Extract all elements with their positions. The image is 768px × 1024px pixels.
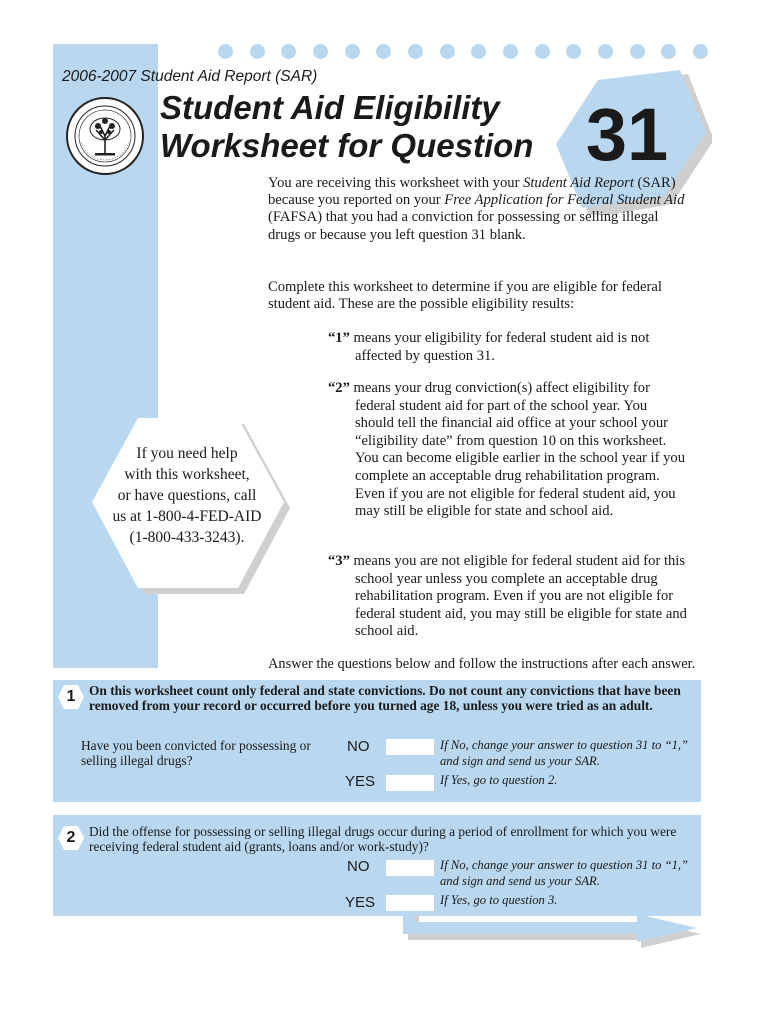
help-line-2: with this worksheet, — [124, 466, 250, 483]
next-question-arrow-icon — [403, 912, 703, 950]
question-2-yes-label: YES — [345, 894, 376, 911]
title-line-2: Worksheet for Question — [160, 127, 534, 164]
help-line-5: (1-800-433-3243). — [129, 529, 245, 546]
result-1-code: “1” — [328, 330, 350, 346]
question-2-no-instruction: If No, change your answer to question 31 to “1,” and sign and send us your SAR. — [440, 858, 689, 888]
intro-text-e: (FAFSA) that you had a conviction for possessing or selling illegal drugs or because you left question 31 blank. — [268, 209, 659, 243]
result-2 — [328, 380, 688, 521]
question-1-no-box[interactable] — [386, 739, 434, 755]
page-title — [160, 89, 533, 165]
question-1-yes-box[interactable] — [386, 775, 434, 791]
result-2-code: “2” — [328, 380, 350, 396]
department-of-education-seal-icon — [65, 96, 145, 176]
question-2-prompt: Did the offense for possessing or selling illegal drugs occur during a period of enrollment for which you were receiving federal student aid (grants, loans and/or work-study)? — [89, 824, 677, 855]
title-line-1: Student Aid Eligibility — [160, 89, 500, 126]
complete-paragraph: Complete this worksheet to determine if you are eligible for federal student aid. These are the possible eligibility results: — [268, 279, 662, 313]
help-line-3: or have questions, call — [117, 487, 257, 504]
intro-paragraph — [268, 175, 688, 244]
question-2-yes-box[interactable] — [386, 895, 434, 911]
result-3-code: “3” — [328, 553, 350, 569]
result-3 — [328, 553, 688, 641]
question-number: 31 — [585, 93, 669, 176]
question-2-yes-instruction: If Yes, go to question 3. — [440, 893, 558, 907]
result-2-text: means your drug conviction(s) affect eligibility for federal student aid for part of the school year. You should tell the financial aid office at your school your “eligibility date” from question 10 on this worksheet. You can become eligible earlier in the school year if you complete an acceptable drug rehabilitation program. Even if you are not eligible for federal student aid, you may still be eligible for state and school aid. — [349, 380, 686, 520]
question-1-number: 1 — [66, 688, 76, 705]
result-3-text: means you are not eligible for federal student aid for this school year unless you complete an acceptable drug rehabilitation program. Even if you are not eligible for federal student aid, you may still be eligible for state and school aid. — [349, 553, 687, 640]
question-2-no-label: NO — [347, 858, 370, 875]
question-2-number: 2 — [66, 829, 76, 846]
question-1-intro: On this worksheet count only federal and state convictions. Do not count any convictions that have been removed from your record or occurred before you turned age 18, unless you were tried as an adult. — [89, 683, 681, 714]
result-1 — [328, 330, 688, 365]
help-text — [92, 443, 282, 548]
question-1-yes-label: YES — [345, 773, 376, 790]
intro-text-c: (SAR) because you reported on your — [268, 175, 676, 209]
question-2-no-box[interactable] — [386, 860, 434, 876]
report-subtitle: 2006-2007 Student Aid Report (SAR) — [62, 68, 318, 85]
help-line-4: us at 1-800-4-FED-AID — [112, 508, 262, 525]
help-line-1: If you need help — [136, 445, 238, 462]
intro-sar-title: Student Aid Report — [523, 175, 634, 191]
decorative-dots — [218, 44, 708, 60]
intro-text-a: You are receiving this worksheet with your — [268, 175, 524, 191]
intro-fafsa-title: Free Application for Federal Student Aid — [444, 192, 685, 209]
question-1-prompt: Have you been convicted for possessing or selling illegal drugs? — [81, 738, 311, 769]
question-1-no-label: NO — [347, 738, 370, 755]
question-1-yes-instruction: If Yes, go to question 2. — [440, 773, 558, 787]
answer-instructions: Answer the questions below and follow the instructions after each answer. — [268, 656, 696, 672]
question-1-no-instruction: If No, change your answer to question 31 to “1,” and sign and send us your SAR. — [440, 738, 689, 768]
result-1-text: means your eligibility for federal student aid is not affected by question 31. — [349, 330, 650, 364]
